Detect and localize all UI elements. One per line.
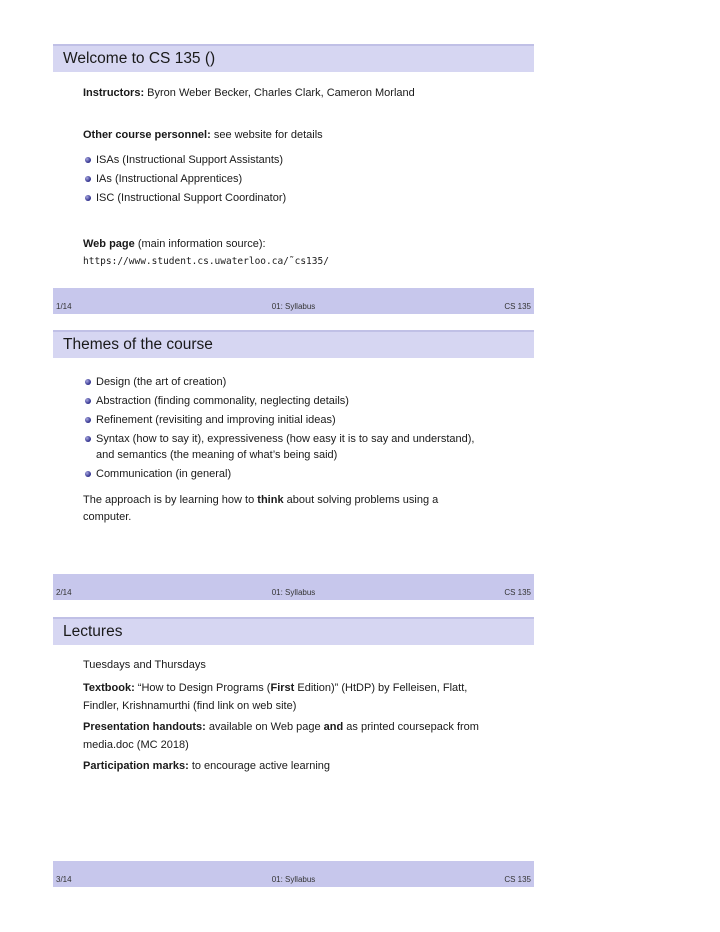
web-page-text: (main information source): — [134, 238, 266, 250]
personnel-label: Other course personnel: — [83, 129, 211, 141]
approach-line — [83, 491, 513, 509]
bullet-ball-icon — [85, 157, 91, 163]
bullet-text: IAs (Instructional Apprentices) — [96, 173, 243, 185]
instructors-label: Instructors: — [83, 87, 145, 99]
handouts-line — [83, 718, 513, 736]
bullet-ball-icon — [85, 417, 91, 423]
footer-section: 01: Syllabus — [271, 302, 316, 311]
page-number: 3/14 — [56, 875, 72, 884]
bullet-ball-icon — [85, 195, 91, 201]
bullet-ball-icon — [85, 176, 91, 182]
bullet-text: ISC (Instructional Support Coordinator) — [96, 192, 287, 204]
instructors-names: Byron Weber Becker, Charles Clark, Cameron Morland — [144, 87, 415, 99]
slide-footer — [53, 574, 534, 600]
textbook-text: “How to Design Programs ( — [134, 682, 271, 694]
slide-3 — [53, 617, 534, 887]
bullet-text: Abstraction (finding commonality, neglecting details) — [96, 395, 349, 407]
footer-course: CS 135 — [504, 302, 531, 311]
handouts-line-2: media.doc (MC 2018) — [83, 739, 189, 751]
web-page-line — [83, 235, 513, 253]
web-page-label: Web page — [83, 238, 135, 250]
handouts-text: available on Web page — [205, 721, 324, 733]
slide-footer — [53, 861, 534, 887]
course-url[interactable]: https://www.student.cs.uwaterloo.ca/˜cs135/ — [83, 256, 329, 267]
slide-title: Themes of the course — [63, 336, 213, 353]
bullet-text: Design (the art of creation) — [96, 376, 227, 388]
bullet-ball-icon — [85, 398, 91, 404]
slide-footer — [53, 288, 534, 314]
slide-title-bar — [53, 44, 534, 72]
textbook-emphasis: First — [270, 682, 295, 694]
slide-1 — [53, 44, 534, 314]
handouts-emphasis: and — [323, 721, 344, 733]
handouts-text-end: as printed coursepack from — [343, 721, 479, 733]
instructors-line — [83, 84, 513, 102]
bullet-text: Refinement (revisiting and improving initial ideas) — [96, 414, 336, 426]
textbook-label: Textbook: — [83, 682, 135, 694]
slide-title-bar — [53, 617, 534, 645]
bullet-text: ISAs (Instructional Support Assistants) — [96, 154, 284, 166]
slide-title-bar — [53, 330, 534, 358]
approach-text-end: about solving problems using a — [283, 494, 439, 506]
bullet-item — [96, 189, 516, 207]
footer-section: 01: Syllabus — [271, 875, 316, 884]
personnel-line — [83, 126, 513, 144]
approach-emphasis: think — [257, 494, 284, 506]
approach-text: The approach is by learning how to — [83, 494, 258, 506]
textbook-line-2: Findler, Krishnamurthi (find link on web site) — [83, 700, 297, 712]
participation-label: Participation marks: — [83, 760, 189, 772]
handouts-label: Presentation handouts: — [83, 721, 206, 733]
bullet-text: Communication (in general) — [96, 468, 232, 480]
textbook-line — [83, 679, 513, 697]
participation-line — [83, 757, 513, 775]
participation-text: to encourage active learning — [188, 760, 331, 772]
footer-course: CS 135 — [504, 588, 531, 597]
footer-course: CS 135 — [504, 875, 531, 884]
bullet-item — [96, 392, 516, 410]
bullet-item — [96, 151, 516, 169]
slide-2 — [53, 330, 534, 600]
textbook-text-end: Edition)” (HtDP) by Felleisen, Flatt, — [294, 682, 468, 694]
bullet-ball-icon — [85, 436, 91, 442]
bullet-item — [96, 411, 516, 429]
bullet-ball-icon — [85, 471, 91, 477]
bullet-text: Syntax (how to say it), expressiveness (how easy it is to say and understand), — [96, 433, 475, 445]
bullet-continuation: and semantics (the meaning of what’s being said) — [96, 449, 338, 461]
slide-title: Lectures — [63, 623, 123, 640]
bullet-ball-icon — [85, 379, 91, 385]
slide-title: Welcome to CS 135 () — [63, 50, 216, 67]
page-number: 2/14 — [56, 588, 72, 597]
approach-line-2: computer. — [83, 511, 132, 523]
bullet-item — [96, 465, 516, 483]
bullet-item — [96, 373, 516, 391]
lecture-days: Tuesdays and Thursdays — [83, 659, 206, 671]
page-number: 1/14 — [56, 302, 72, 311]
personnel-text: see website for details — [210, 129, 323, 141]
footer-section: 01: Syllabus — [271, 588, 316, 597]
bullet-item — [96, 170, 516, 188]
